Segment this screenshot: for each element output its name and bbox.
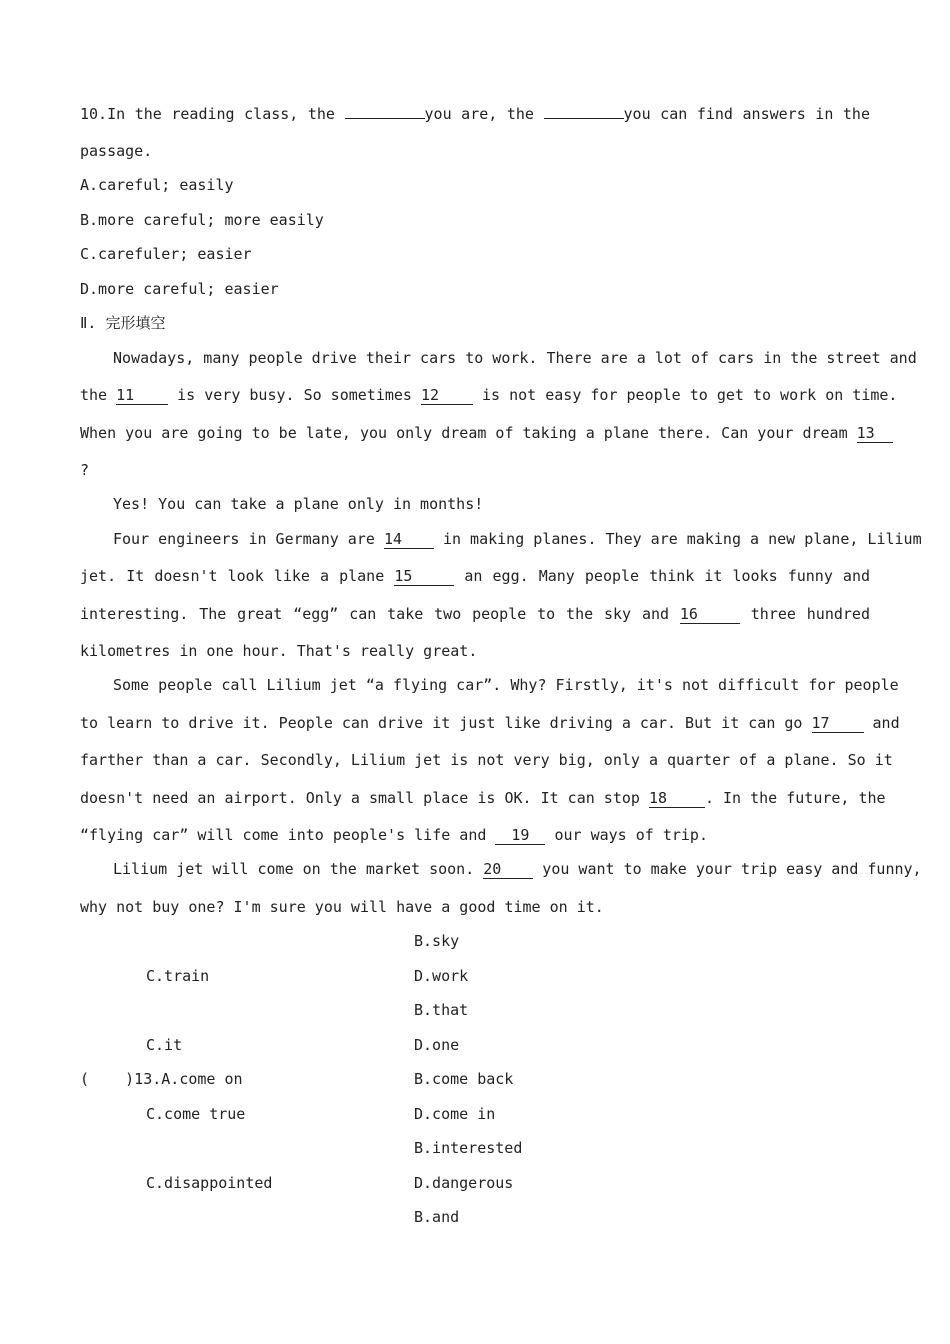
question-10-line1: 10.In the reading class, the you are, the you can find answers in the	[80, 105, 870, 123]
option-item: C.disappointed	[146, 1174, 273, 1192]
passage-line: kilometres in one hour. That's really great.	[80, 642, 478, 660]
passage-line: farther than a car. Secondly, Lilium jet is not very big, only a quarter of a plane. So it	[80, 751, 893, 769]
passage-line: to learn to drive it. People can drive it just like driving a car. But it can go 17 and	[80, 714, 900, 732]
passage-line: “flying car” will come into people's life and 19 our ways of trip.	[80, 826, 708, 844]
passage-line: doesn't need an airport. Only a small place is OK. It can stop 18 . In the future, the	[80, 789, 886, 807]
section-title: Ⅱ. 完形填空	[80, 314, 166, 332]
passage-line: why not buy one? I'm sure you will have a good time on it.	[80, 898, 604, 916]
option-item: B.come back	[414, 1070, 514, 1088]
option-a: A.careful; easily	[80, 176, 234, 194]
option-c: C.carefuler; easier	[80, 245, 252, 263]
option-b: B.more careful; more easily	[80, 211, 324, 229]
option-item: D.come in	[414, 1105, 496, 1123]
option-item: B.and	[414, 1208, 460, 1226]
option-item: B.that	[414, 1001, 469, 1019]
option-item: C.it	[146, 1036, 183, 1054]
answer-blank	[544, 118, 624, 119]
passage-line: Four engineers in Germany are 14 in making planes. They are making a new plane, Lilium	[113, 530, 922, 548]
passage-line: interesting. The great “egg” can take two people to the sky and 16 three hundred	[80, 605, 870, 623]
blank-14: 14	[384, 530, 434, 549]
passage-line: the 11 is very busy. So sometimes 12 is not easy for people to get to work on time.	[80, 386, 898, 404]
blank-20: 20	[483, 860, 533, 879]
passage-line: Nowadays, many people drive their cars to work. There are a lot of cars in the street and	[113, 349, 917, 367]
blank-12: 12	[421, 386, 473, 405]
option-item: D.work	[414, 967, 469, 985]
blank-13: 13	[857, 424, 893, 443]
option-item: D.one	[414, 1036, 460, 1054]
passage-line: Lilium jet will come on the market soon. 20 you want to make your trip easy and funny,	[113, 860, 922, 878]
option-item: B.interested	[414, 1139, 523, 1157]
blank-15: 15	[394, 567, 454, 586]
option-item: B.sky	[414, 932, 460, 950]
option-item: D.dangerous	[414, 1174, 514, 1192]
passage-line: jet. It doesn't look like a plane 15 an egg. Many people think it looks funny and	[80, 567, 871, 585]
blank-11: 11	[116, 386, 168, 405]
option-item: C.come true	[146, 1105, 246, 1123]
blank-17: 17	[812, 714, 864, 733]
blank-19: 19	[495, 826, 545, 845]
question-13-option-a: ( )13.A.come on	[80, 1070, 243, 1088]
question-10-line2: passage.	[80, 142, 153, 160]
passage-line: ?	[80, 461, 90, 479]
option-d: D.more careful; easier	[80, 280, 279, 298]
option-item: C.train	[146, 967, 210, 985]
passage-line: Yes! You can take a plane only in months!	[113, 495, 484, 513]
blank-16: 16	[680, 605, 740, 624]
answer-blank	[345, 118, 425, 119]
blank-18: 18	[649, 789, 705, 808]
passage-line: Some people call Lilium jet “a flying car”. Why? Firstly, it's not difficult for people	[113, 676, 899, 694]
passage-line: When you are going to be late, you only dream of taking a plane there. Can your dream 13	[80, 422, 870, 444]
